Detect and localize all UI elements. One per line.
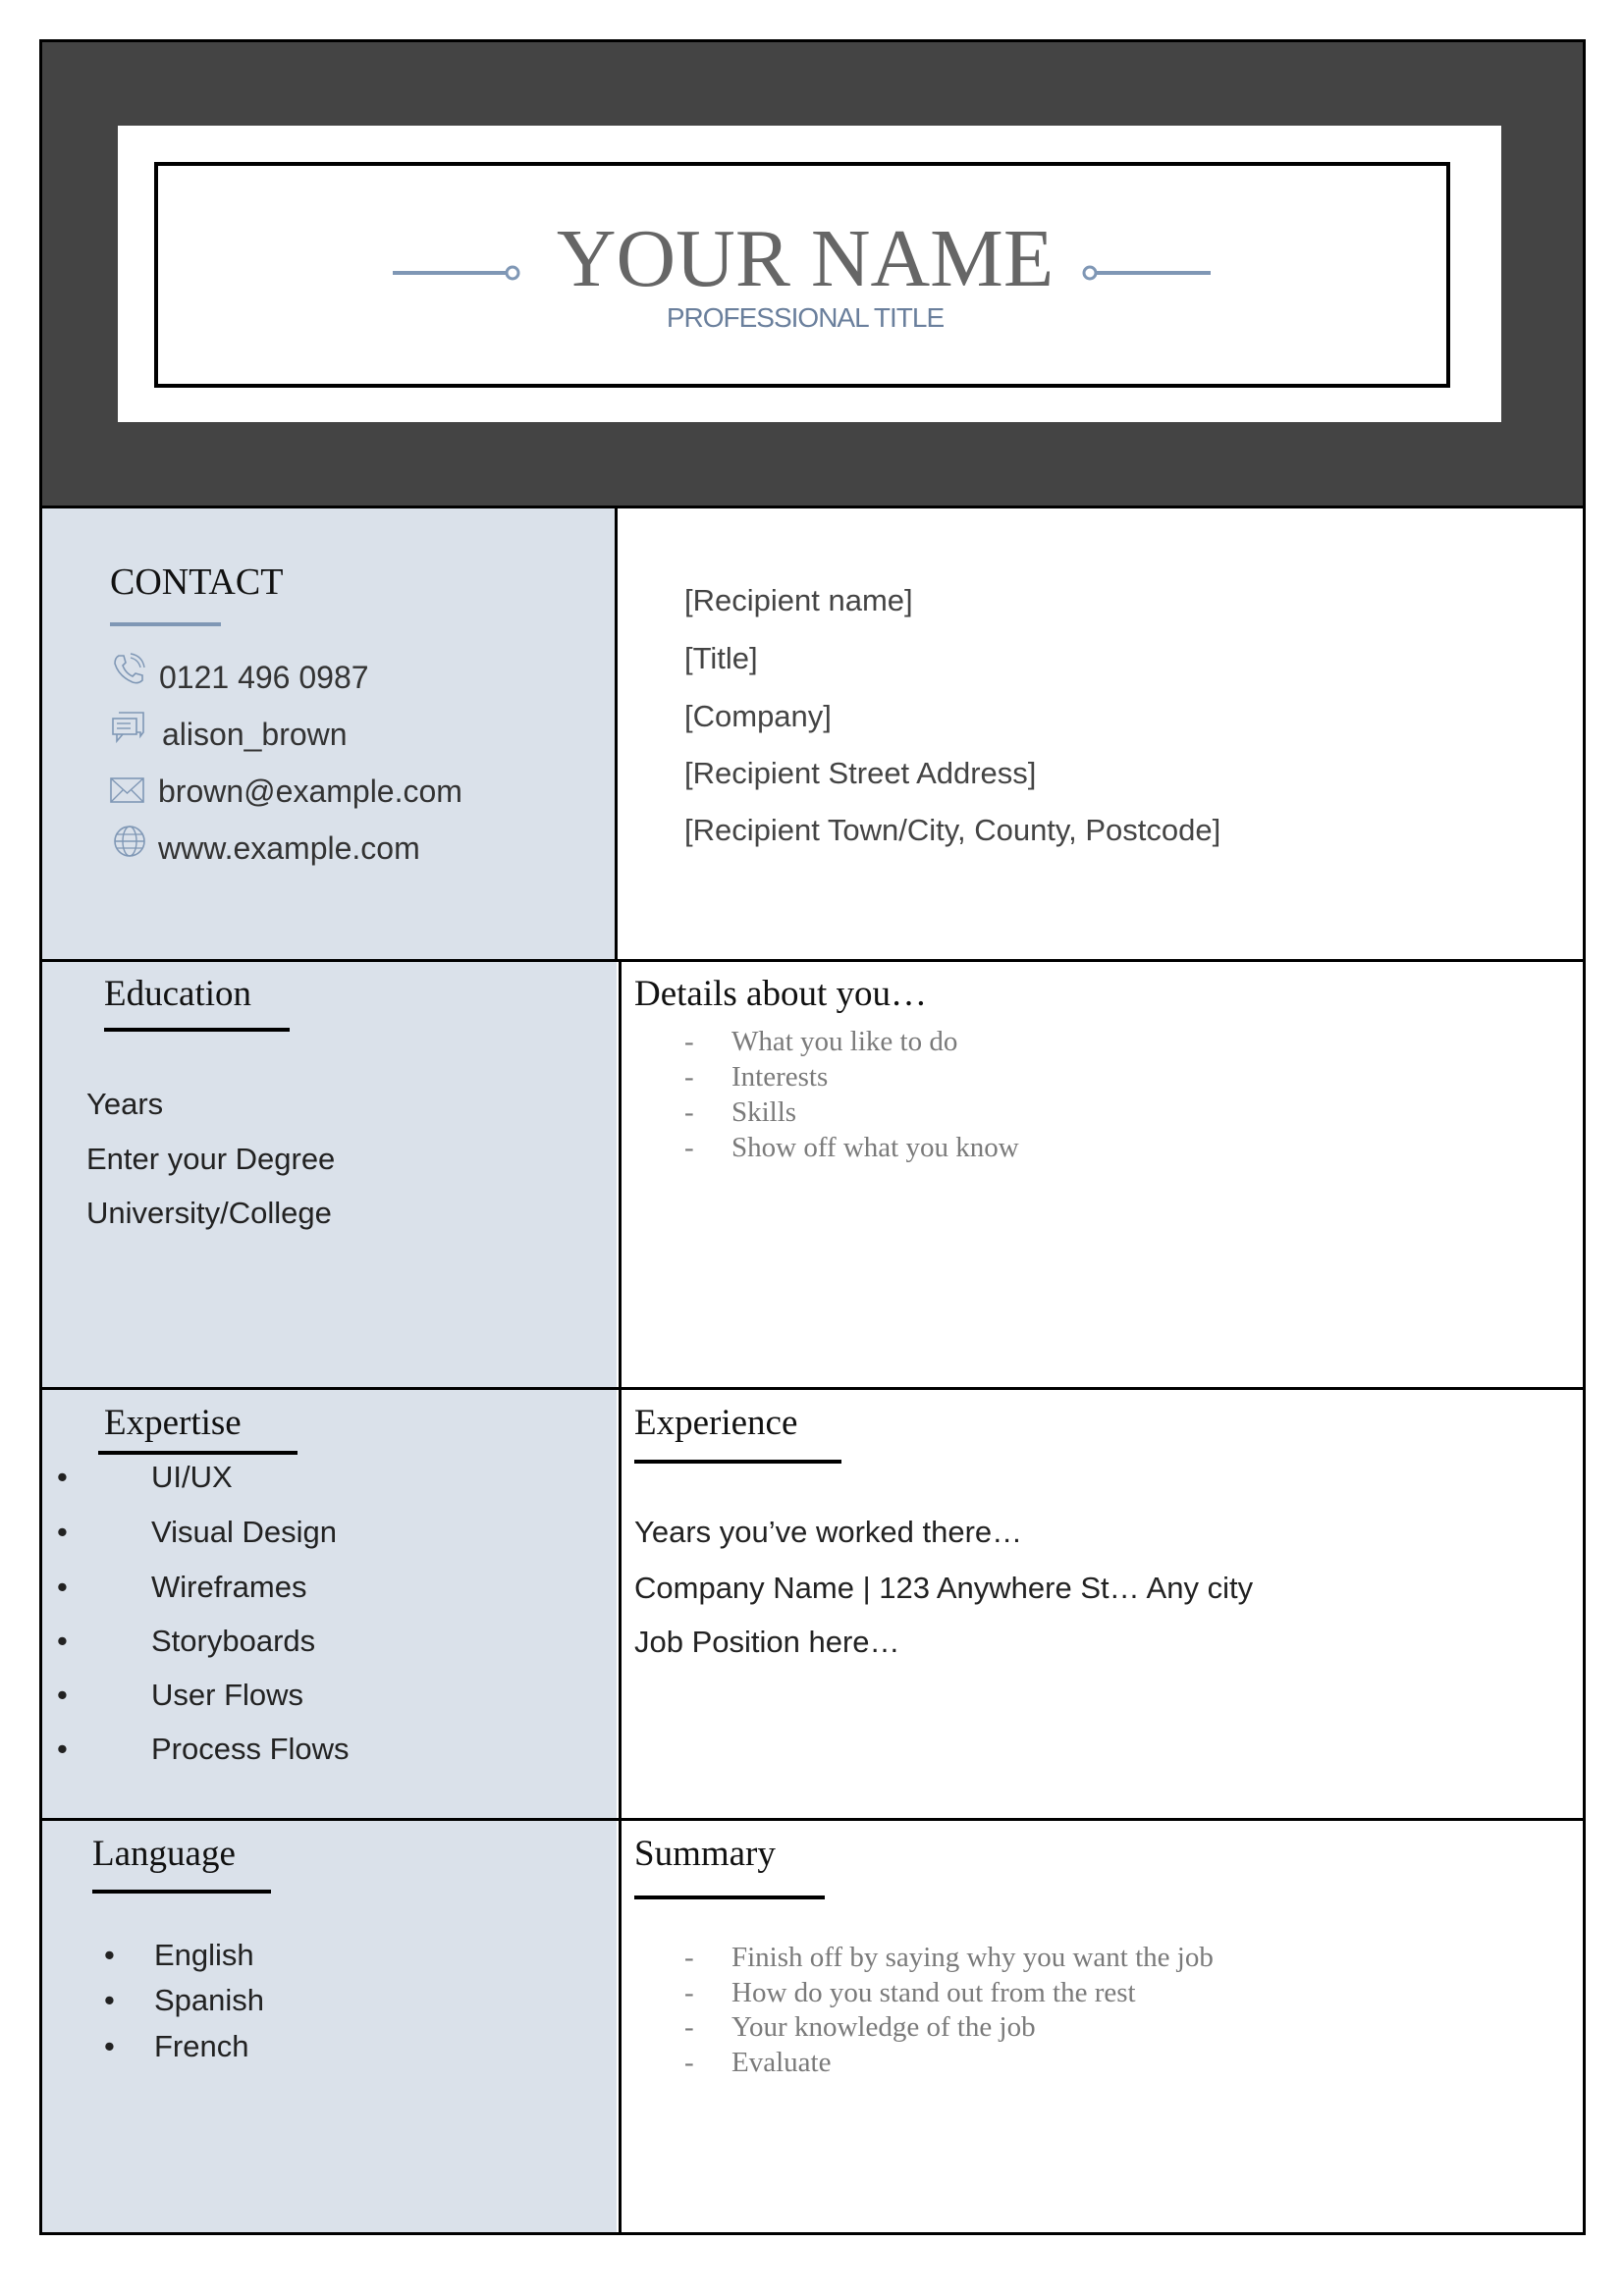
contact-handle: alison_brown [162,717,348,752]
expertise-item: UI/UX [151,1460,233,1494]
divider [619,960,622,2235]
bullet-icon: • [57,1515,68,1549]
bullet-icon: • [104,2029,115,2063]
dash-bullet-icon: - [684,1026,694,1057]
education-underline [104,1028,290,1032]
contact-website[interactable]: www.example.com [158,830,420,866]
dash-bullet-icon: - [684,1132,694,1163]
expertise-item: User Flows [151,1678,304,1712]
expertise-underline [98,1451,298,1455]
bullet-icon: • [57,1570,68,1604]
experience-underline [634,1460,841,1464]
experience-heading: Experience [634,1403,798,1443]
language-heading: Language [92,1834,236,1874]
expertise-item: Wireframes [151,1570,307,1604]
dash-bullet-icon: - [684,1977,694,2008]
details-heading: Details about you… [634,974,928,1014]
language-item: French [154,2029,249,2063]
divider [615,508,618,960]
language-underline [92,1890,271,1894]
details-item: What you like to do [731,1026,958,1057]
summary-item: Evaluate [731,2047,832,2078]
education-heading: Education [104,974,252,1014]
contact-phone: 0121 496 0987 [159,660,369,695]
education-school: University/College [86,1196,332,1230]
expertise-heading: Expertise [104,1403,242,1443]
education-degree: Enter your Degree [86,1142,336,1176]
recipient-line: [Company] [684,699,832,733]
language-item: English [154,1938,254,1972]
bullet-icon: • [57,1732,68,1766]
details-item: Interests [731,1061,829,1093]
chat-icon [111,711,146,746]
globe-icon [112,824,147,859]
summary-item: Finish off by saying why you want the job [731,1942,1214,1973]
recipient-line: [Title] [684,641,758,675]
recipient-line: [Recipient Town/City, County, Postcode] [684,813,1221,847]
education-years: Years [86,1087,164,1121]
summary-item: Your knowledge of the job [731,2011,1036,2043]
professional-title: PROFESSIONAL TITLE [666,302,945,333]
dash-bullet-icon: - [684,1942,694,1973]
dash-bullet-icon: - [684,2011,694,2043]
details-item: Show off what you know [731,1132,1019,1163]
bullet-icon: • [104,1938,115,1972]
recipient-line: [Recipient Street Address] [684,756,1037,790]
phone-icon [111,652,146,687]
dash-bullet-icon: - [684,2047,694,2078]
contact-heading: CONTACT [110,561,284,603]
dash-bullet-icon: - [684,1096,694,1128]
bullet-icon: • [57,1678,68,1712]
recipient-line: [Recipient name] [684,583,913,617]
dash-bullet-icon: - [684,1061,694,1093]
experience-company: Company Name | 123 Anywhere St… Any city [634,1571,1254,1605]
details-item: Skills [731,1096,797,1128]
experience-position: Job Position here… [634,1625,900,1659]
divider [39,1818,1586,1821]
divider [39,959,1586,962]
expertise-item: Visual Design [151,1515,337,1549]
summary-underline [634,1896,825,1899]
your-name: YOUR NAME [556,213,1055,304]
bullet-icon: • [57,1460,68,1494]
contact-email[interactable]: brown@example.com [158,774,462,809]
summary-heading: Summary [634,1834,776,1874]
expertise-item: Process Flows [151,1732,350,1766]
expertise-item: Storyboards [151,1624,316,1658]
summary-item: How do you stand out from the rest [731,1977,1136,2008]
bullet-icon: • [104,1983,115,2017]
language-item: Spanish [154,1983,265,2017]
experience-years: Years you’ve worked there… [634,1515,1023,1549]
bullet-icon: • [57,1624,68,1658]
contact-underline [110,622,221,626]
divider [39,1387,1586,1390]
envelope-icon [110,773,145,808]
